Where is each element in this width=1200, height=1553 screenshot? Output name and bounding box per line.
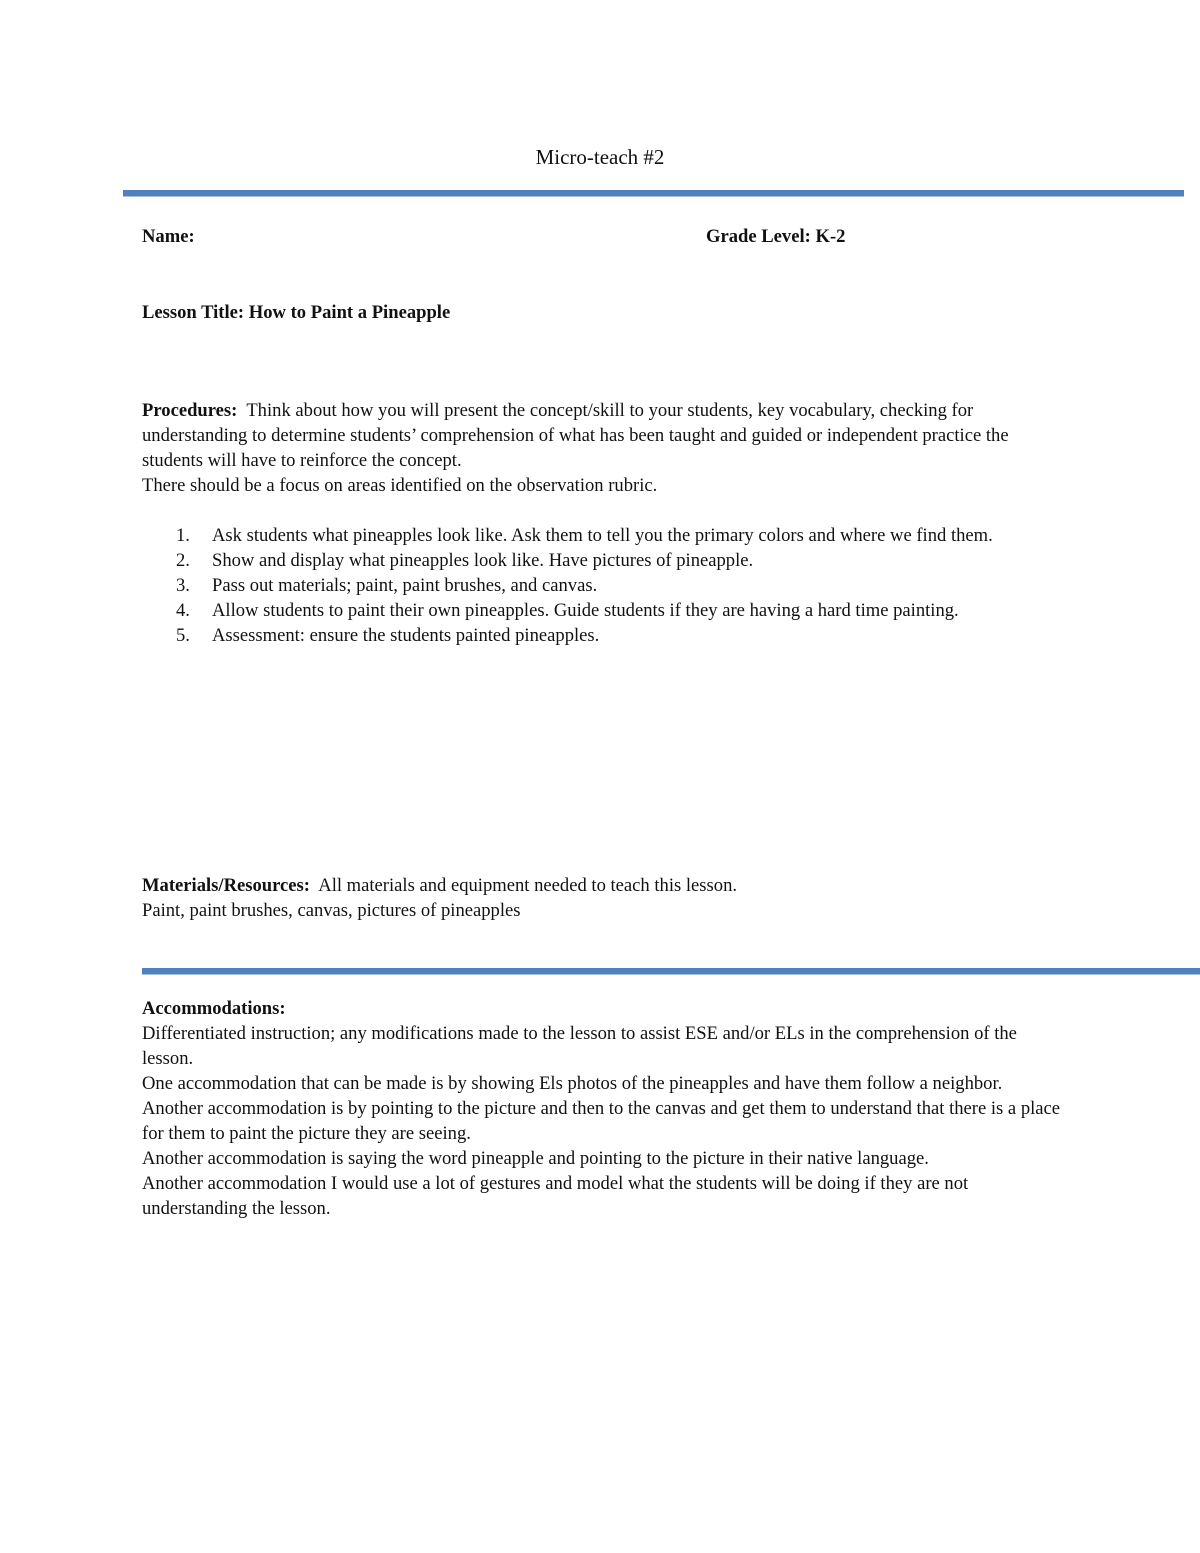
procedure-step (142, 573, 1042, 598)
materials-intro-text: All materials and equipment needed to teach this lesson. (318, 875, 738, 896)
procedure-step (142, 598, 1042, 623)
materials-label: Materials/Resources: (142, 875, 310, 896)
step-text: Assessment: ensure the students painted pineapples. (212, 625, 600, 646)
procedure-step (142, 523, 1042, 548)
accommodation-paragraph: Another accommodation is saying the word pineapple and pointing to the picture in their native language. (142, 1148, 929, 1169)
materials-section (142, 873, 1062, 923)
step-text: Allow students to paint their own pineapples. Guide students if they are having a hard time painting. (212, 600, 959, 621)
accommodations-label: Accommodations: (142, 998, 286, 1019)
procedures-focus: There should be a focus on areas identified on the observation rubric. (142, 475, 658, 496)
section-divider (142, 968, 1200, 975)
procedure-step (142, 623, 1042, 648)
grade-level (706, 224, 845, 249)
materials-list: Paint, paint brushes, canvas, pictures of pineapples (142, 900, 521, 921)
step-text: Show and display what pineapples look like. Have pictures of pineapple. (212, 550, 754, 571)
accommodation-paragraph: Another accommodation is by pointing to the picture and then to the canvas and get them to understand that there is a place for them to paint the picture they are seeing. (142, 1098, 1061, 1144)
page-title: Micro-teach #2 (535, 145, 665, 169)
lesson-title-value: How to Paint a Pineapple (248, 302, 451, 323)
step-number: 2. (176, 550, 190, 571)
accommodation-paragraph: Differentiated instruction; any modifications made to the lesson to assist ESE and/or ELs in the comprehension of the lesson. (142, 1023, 1017, 1069)
top-divider (123, 190, 1184, 197)
name-label: Name: (142, 226, 195, 247)
procedures-section (142, 398, 1062, 498)
materials-intro (142, 873, 1062, 898)
step-text: Ask students what pineapples look like. Ask them to tell you the primary colors and where we find them. (212, 525, 993, 546)
step-number: 3. (176, 575, 190, 596)
procedures-intro (142, 398, 1062, 473)
accommodations-section (142, 996, 1062, 1221)
step-number: 4. (176, 600, 190, 621)
procedures-intro-text: Think about how you will present the concept/skill to your students, key vocabulary, checking for understanding to determine students’ comprehension of what has been taught and guided or independent practice the students will have to reinforce the concept. (142, 400, 1009, 471)
step-number: 1. (176, 525, 190, 546)
step-text: Pass out materials; paint, paint brushes, and canvas. (212, 575, 598, 596)
lesson-title (142, 300, 450, 325)
grade-level-label: Grade Level: (706, 226, 811, 247)
grade-level-value: K-2 (815, 226, 846, 247)
step-number: 5. (176, 625, 190, 646)
accommodation-paragraph: Another accommodation I would use a lot of gestures and model what the students will be doing if they are not understanding the lesson. (142, 1173, 969, 1219)
lesson-title-label: Lesson Title: (142, 302, 245, 323)
procedure-steps (142, 523, 1042, 648)
procedure-step (142, 548, 1042, 573)
procedures-label: Procedures: (142, 400, 238, 421)
accommodation-paragraph: One accommodation that can be made is by showing Els photos of the pineapples and have them follow a neighbor. (142, 1073, 1003, 1094)
